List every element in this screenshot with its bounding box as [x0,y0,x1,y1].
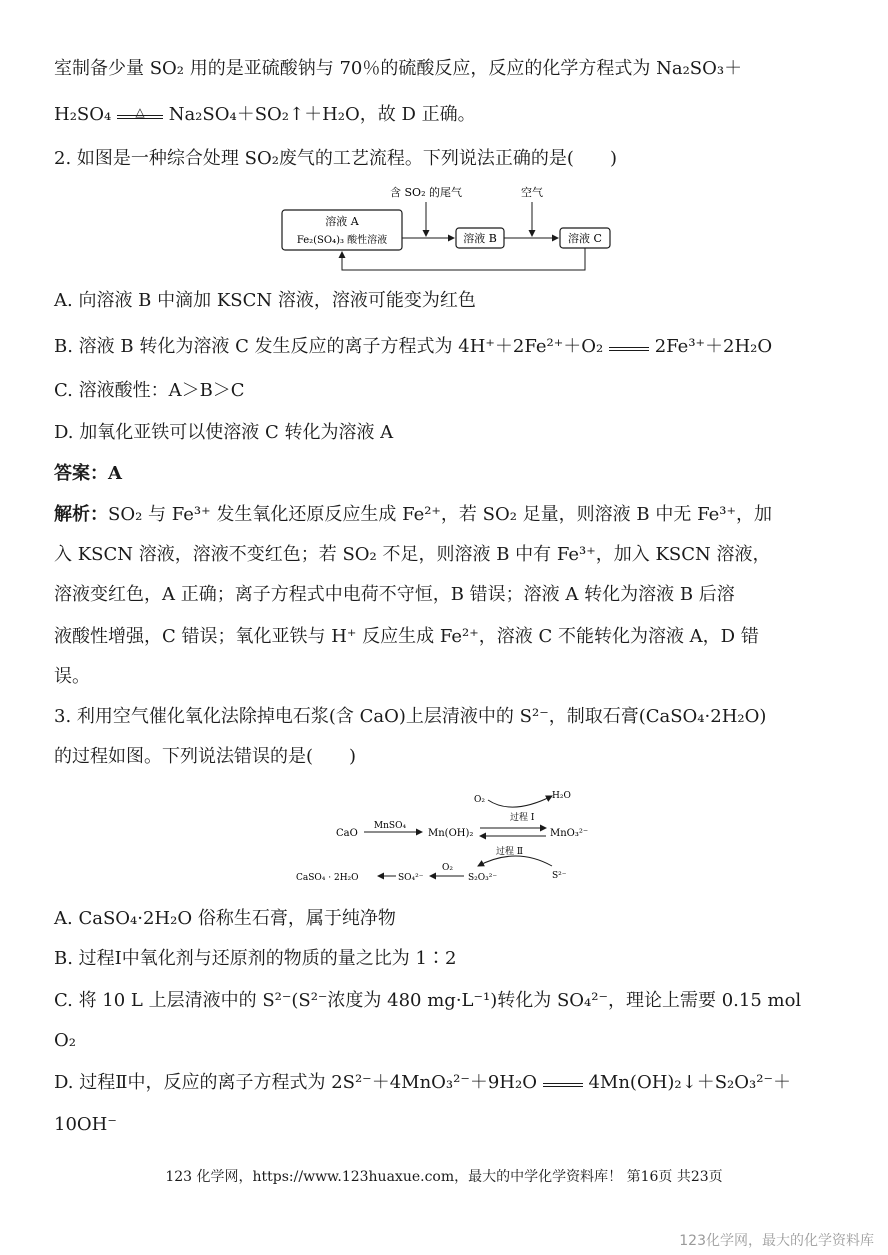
q3-option-b: B. 过程Ⅰ中氧化剂与还原剂的物质的量之比为 1∶2 [54,948,457,969]
box-a-line1: 溶液 A [325,215,359,228]
answer-value: A [108,463,122,484]
arc-s2-to-s2o3 [478,856,552,866]
page-footer: 123 化学网，https://www.123huaxue.com，最大的中学化学资料库！ 第16页 共23页 [165,1169,723,1185]
q2-option-b [54,334,772,360]
option-b-right: 2Fe³⁺＋2H₂O [654,336,773,357]
equation-right: Na₂SO₄＋SO₂↑＋H₂O，故 D 正确。 [168,104,476,125]
label-so4: SO₄²⁻ [398,873,424,883]
label-cao: CaO [336,828,358,839]
label-mno3: MnO₃²⁻ [550,828,589,839]
q3-process-diagram [290,784,610,890]
q2-option-a: A. 向溶液 B 中滴加 KSCN 溶液，溶液可能变为红色 [54,290,476,311]
q2-analysis-line-1 [54,502,772,528]
equals-sign [609,337,649,357]
intro-line-1: 室制备少量 SO₂ 用的是亚硫酸钠与 70％的硫酸反应，反应的化学方程式为 Na₂SO₃＋ [54,58,743,79]
input-so2-tail-gas: 含 SO₂ 的尾气 [390,186,462,199]
box-b-label: 溶液 B [463,232,497,245]
q2-flow-diagram [270,180,630,275]
label-mnso4: MnSO₄ [373,821,407,831]
label-process-1: 过程 Ⅰ [510,813,535,823]
q2-answer [54,461,122,487]
label-h2o-top: H₂O [552,791,571,801]
q3-option-a: A. CaSO₄·2H₂O 俗称生石膏，属于纯净物 [54,908,396,929]
label-s2-minus: S²⁻ [552,871,567,881]
label-s2o3: S₂O₃²⁻ [468,873,498,883]
label-caso4: CaSO₄ · 2H₂O [296,873,359,883]
answer-label: 答案： [54,463,108,484]
box-a-line2: Fe₂(SO₄)₃ 酸性溶液 [296,235,388,246]
heat-equals-sign [117,105,163,125]
equals-sign [543,1073,583,1093]
option-b-left: B. 溶液 B 转化为溶液 C 发生反应的离子方程式为 4H⁺＋2Fe²⁺＋O₂ [54,336,604,357]
option-d-right: 4Mn(OH)₂↓＋S₂O₃²⁻＋ [588,1072,791,1093]
q3-option-c-line-1: C. 将 10 L 上层清液中的 S²⁻(S²⁻浓度为 480 mg·L⁻¹)转化为 SO₄²⁻，理论上需要 0.15 mol [54,990,802,1011]
watermark: 123化学网，最大的化学资料库 [679,1233,874,1249]
q2-analysis-line-3: 溶液变红色，A 正确；离子方程式中电荷不守恒，B 错误；溶液 A 转化为溶液 B 后溶 [54,584,735,605]
q2-analysis-line-5: 误。 [54,666,90,687]
heat-condition: △ [135,105,145,119]
equation-left: H₂SO₄ [54,104,112,125]
q3-stem-line-2: 的过程如图。下列说法错误的是( ) [54,746,357,767]
analysis-label: 解析： [54,504,108,525]
q2-stem: 2. 如图是一种综合处理 SO₂废气的工艺流程。下列说法正确的是( ) [54,148,617,169]
q3-option-c-line-2: O₂ [54,1030,76,1051]
option-d-left: D. 过程Ⅱ中，反应的离子方程式为 2S²⁻＋4MnO₃²⁻＋9H₂O [54,1072,537,1093]
arc-o2-h2o [488,796,552,807]
label-mnoh2: Mn(OH)₂ [428,828,474,839]
q3-stem-line-1: 3. 利用空气催化氧化法除掉电石浆(含 CaO)上层清液中的 S²⁻，制取石膏(CaSO₄·2H₂O) [54,706,767,727]
label-process-2: 过程 Ⅱ [496,847,523,857]
analysis-text: SO₂ 与 Fe³⁺ 发生氧化还原反应生成 Fe²⁺，若 SO₂ 足量，则溶液 B 中无 Fe³⁺，加 [108,504,772,525]
q3-option-d-line-1 [54,1070,791,1096]
q2-option-c: C. 溶液酸性：A＞B＞C [54,380,245,401]
q2-analysis-line-2: 入 KSCN 溶液，溶液不变红色；若 SO₂ 不足，则溶液 B 中有 Fe³⁺，加入 KSCN 溶液， [54,544,771,565]
box-c-label: 溶液 C [568,232,602,245]
q3-option-d-line-2: 10OH⁻ [54,1114,117,1135]
arrow-c-to-a-loop [342,248,585,270]
intro-line-2 [54,102,476,128]
q2-analysis-line-4: 液酸性增强，C 错误；氧化亚铁与 H⁺ 反应生成 Fe²⁺，溶液 C 不能转化为溶液 A，D 错 [54,626,759,647]
input-air: 空气 [521,186,543,199]
label-o2-top: O₂ [474,795,485,805]
label-o2-bottom: O₂ [442,863,453,873]
q2-option-d: D. 加氧化亚铁可以使溶液 C 转化为溶液 A [54,422,394,443]
